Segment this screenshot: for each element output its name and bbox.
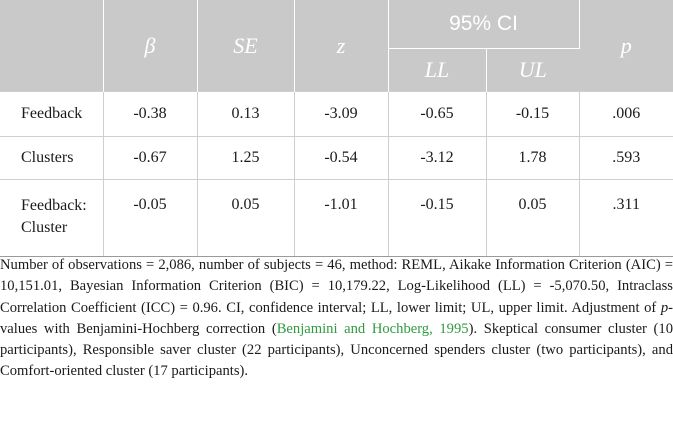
cell-p: .006 xyxy=(579,92,673,137)
header-stub xyxy=(0,0,103,92)
table-footnote xyxy=(0,255,673,383)
footnote-text-3: ). Skeptical consumer cluster (10 participants), Responsible saver cluster (22 participants), Unconcerned spenders cluster (two participants), and Comfort-oriented cluster (17 participants). xyxy=(0,320,673,380)
row-label-line1: Feedback: xyxy=(21,197,87,214)
cell-se: 0.13 xyxy=(197,92,294,137)
table-row xyxy=(0,92,673,137)
table-body xyxy=(0,92,673,257)
cell-ll: -3.12 xyxy=(388,137,486,180)
table-header xyxy=(0,0,673,92)
header-ci-group: 95% CI xyxy=(388,0,579,49)
cell-se: 0.05 xyxy=(197,180,294,257)
cell-ul: 0.05 xyxy=(486,180,579,257)
row-label: Feedback xyxy=(0,92,103,137)
header-p: p xyxy=(579,0,673,92)
header-beta: β xyxy=(103,0,197,92)
cell-p: .311 xyxy=(579,180,673,257)
cell-ul: -0.15 xyxy=(486,92,579,137)
row-label xyxy=(0,180,103,257)
cell-beta: -0.67 xyxy=(103,137,197,180)
citation-link[interactable]: Benjamini and Hochberg, 1995 xyxy=(276,320,469,337)
table-row xyxy=(0,180,673,257)
header-se: SE xyxy=(197,0,294,92)
table-row xyxy=(0,137,673,180)
cell-z: -1.01 xyxy=(294,180,388,257)
cell-beta: -0.38 xyxy=(103,92,197,137)
header-ul: UL xyxy=(486,49,579,92)
footnote-p-italic: p xyxy=(660,299,669,316)
cell-z: -0.54 xyxy=(294,137,388,180)
row-label: Clusters xyxy=(0,137,103,180)
header-ll: LL xyxy=(388,49,486,92)
cell-beta: -0.05 xyxy=(103,180,197,257)
cell-ll: -0.15 xyxy=(388,180,486,257)
cell-z: -3.09 xyxy=(294,92,388,137)
row-label-line2: Cluster xyxy=(21,219,68,236)
cell-ul: 1.78 xyxy=(486,137,579,180)
cell-se: 1.25 xyxy=(197,137,294,180)
cell-ll: -0.65 xyxy=(388,92,486,137)
cell-p: .593 xyxy=(579,137,673,180)
footnote-text-1: Number of observations = 2,086, number of subjects = 46, method: REML, Aikake Information Criterion (AIC) = 10,151.01, Bayesian Information Criterion (BIC) = 10,179.22, Log-Likelihood (LL) = -5,070.50, Intraclass Correlation Coefficient (ICC) = 0.96. CI, confidence interval; LL, lower limit; UL, upper limit. Adjustment of xyxy=(0,257,673,316)
footnote-text-2: -values with Benjamini-Hochberg correction ( xyxy=(0,299,673,337)
header-z: z xyxy=(294,0,388,92)
